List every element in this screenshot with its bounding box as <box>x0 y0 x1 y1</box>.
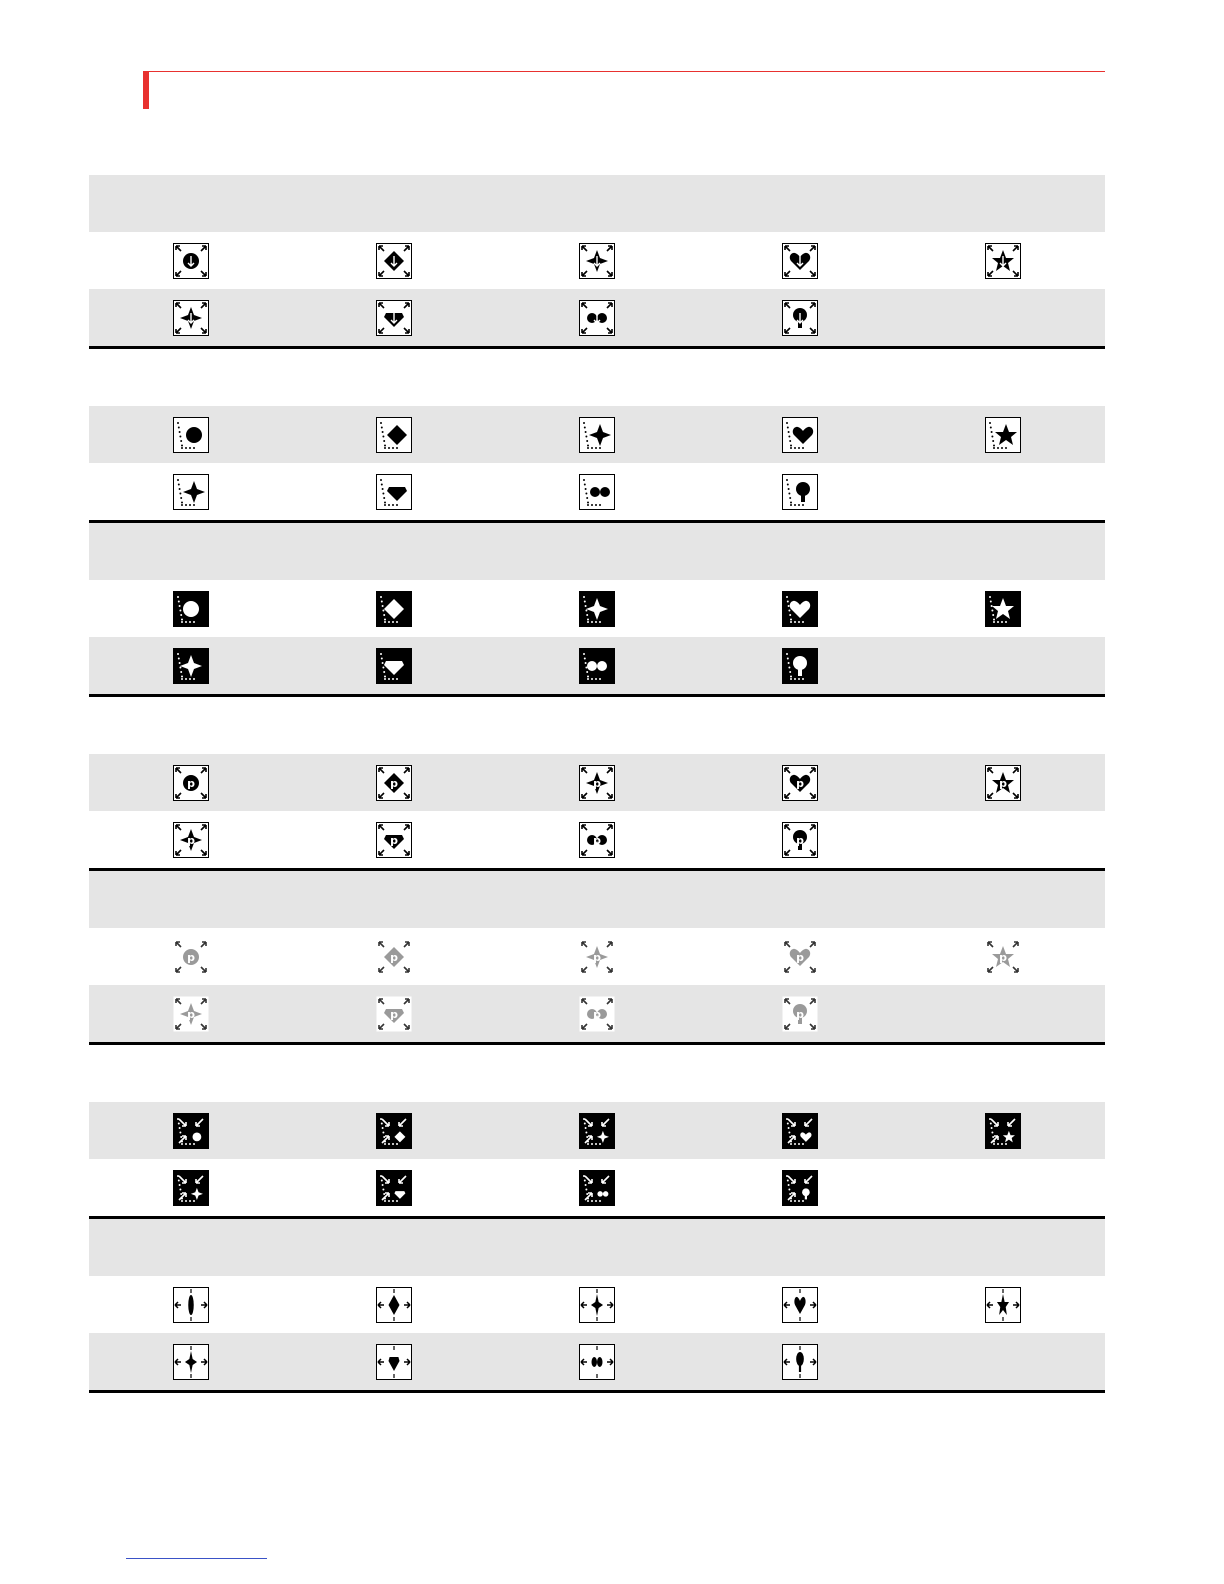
icon-row <box>89 289 1105 346</box>
icon-row <box>89 232 1105 289</box>
circle-p-expand-icon <box>173 765 209 801</box>
icon-cell <box>89 1102 292 1159</box>
icon-cell <box>89 928 292 985</box>
icon-cell <box>699 1102 902 1159</box>
icon-cell <box>699 580 902 637</box>
icon-cell <box>292 1102 495 1159</box>
svg-text:p: p <box>796 1007 805 1021</box>
star4-expand-icon <box>173 300 209 336</box>
icon-cell <box>292 289 495 346</box>
star4-collapse-icon <box>579 1113 615 1149</box>
icon-cell <box>902 580 1105 637</box>
svg-text:p: p <box>389 776 398 790</box>
circle-p-fade-icon <box>173 939 209 975</box>
icon-cell <box>495 289 698 346</box>
icon-cell <box>699 289 902 346</box>
bulb-collapse-icon <box>782 1170 818 1206</box>
group-header-row <box>89 1045 1105 1102</box>
group-header-row <box>89 871 1105 928</box>
double-circle-dotted-trail-icon <box>579 474 615 510</box>
svg-text:p: p <box>796 950 805 964</box>
svg-text:p: p <box>999 950 1008 964</box>
icon-cell <box>902 1276 1105 1333</box>
icon-row <box>89 406 1105 463</box>
icon-cell <box>89 1159 292 1216</box>
star5-horizontal-stretch-icon <box>985 1287 1021 1323</box>
svg-text:p: p <box>186 776 195 790</box>
icon-row <box>89 637 1105 694</box>
bulb-p-expand-icon <box>782 822 818 858</box>
star5-inverse-dotted-icon <box>985 591 1021 627</box>
svg-text:p: p <box>593 950 601 964</box>
bulb-horizontal-stretch-icon <box>782 1344 818 1380</box>
icon-row <box>89 463 1105 520</box>
diamond-p-fade-icon <box>376 939 412 975</box>
group-header-row <box>89 175 1105 232</box>
svg-text:p: p <box>796 776 805 790</box>
icon-row <box>89 1333 1105 1390</box>
diamond-p-expand-icon <box>376 765 412 801</box>
icon-cell <box>495 463 698 520</box>
svg-text:p: p <box>186 1007 195 1021</box>
icon-cell <box>699 1159 902 1216</box>
icon-cell <box>699 463 902 520</box>
star4b-p-expand-icon <box>173 822 209 858</box>
heart-horizontal-stretch-icon <box>782 1287 818 1323</box>
star4-inverse-dotted-icon <box>579 591 615 627</box>
icon-cell <box>699 406 902 463</box>
icon-row <box>89 580 1105 637</box>
icon-cell <box>902 985 1105 1042</box>
icon-group <box>89 1219 1105 1393</box>
group-header-row <box>89 523 1105 580</box>
svg-text:p: p <box>186 950 195 964</box>
heart-collapse-icon <box>782 1113 818 1149</box>
icon-cell <box>89 1333 292 1390</box>
icon-cell <box>902 406 1105 463</box>
icon-group <box>89 1045 1105 1219</box>
star4b-p-fade-icon <box>173 996 209 1032</box>
icon-cell <box>699 985 902 1042</box>
double-circle-down-icon <box>579 300 615 336</box>
icon-cell <box>495 1276 698 1333</box>
icon-cell <box>89 985 292 1042</box>
icon-cell <box>902 754 1105 811</box>
icon-cell <box>902 811 1105 868</box>
icon-cell <box>292 1276 495 1333</box>
icon-cell <box>699 1276 902 1333</box>
icon-cell <box>292 637 495 694</box>
header-rule <box>143 71 1105 72</box>
icon-cell <box>89 406 292 463</box>
star5-p-expand-icon <box>985 765 1021 801</box>
icon-cell <box>902 1102 1105 1159</box>
double-circle-p-expand-icon <box>579 822 615 858</box>
icon-cell <box>292 463 495 520</box>
star4b-horizontal-stretch-icon <box>173 1344 209 1380</box>
icon-cell <box>292 406 495 463</box>
icon-cell <box>495 928 698 985</box>
svg-text:p: p <box>389 1007 398 1021</box>
icon-cell <box>292 1333 495 1390</box>
icon-cell <box>292 754 495 811</box>
icon-cell <box>699 754 902 811</box>
gem-down-arrow-icon <box>376 300 412 336</box>
icon-cell <box>495 580 698 637</box>
star4-down-arrow-icon <box>579 243 615 279</box>
double-circle-inverse-dotted-icon <box>579 648 615 684</box>
star4-horizontal-stretch-icon <box>579 1287 615 1323</box>
diamond-dotted-trail-icon <box>376 417 412 453</box>
icon-cell <box>89 1276 292 1333</box>
icon-cell <box>902 1159 1105 1216</box>
circle-down-arrow-icon <box>173 243 209 279</box>
star5-p-fade-icon <box>985 939 1021 975</box>
star5-collapse-icon <box>985 1113 1021 1149</box>
icon-cell <box>292 1159 495 1216</box>
gem-inverse-dotted-icon <box>376 648 412 684</box>
icon-cell <box>699 232 902 289</box>
icon-group <box>89 349 1105 523</box>
diamond-inverse-dotted-icon <box>376 591 412 627</box>
gem-p-fade-icon <box>376 996 412 1032</box>
diamond-horizontal-stretch-icon <box>376 1287 412 1323</box>
circle-collapse-icon <box>173 1113 209 1149</box>
group-header-row <box>89 1219 1105 1276</box>
icon-cell <box>495 985 698 1042</box>
double-oval-horizontal-stretch-icon <box>579 1344 615 1380</box>
diamond-collapse-icon <box>376 1113 412 1149</box>
icon-cell <box>89 232 292 289</box>
svg-text:p: p <box>389 833 398 847</box>
icon-cell <box>699 1333 902 1390</box>
heart-down-arrow-icon <box>782 243 818 279</box>
icon-row <box>89 928 1105 985</box>
icon-cell <box>902 232 1105 289</box>
gem-horizontal-stretch-icon <box>376 1344 412 1380</box>
icon-cell <box>292 580 495 637</box>
icon-cell <box>495 811 698 868</box>
star4-dotted-trail-icon <box>579 417 615 453</box>
icon-cell <box>89 289 292 346</box>
icon-cell <box>902 928 1105 985</box>
oval-horizontal-stretch-icon <box>173 1287 209 1323</box>
icon-cell <box>292 232 495 289</box>
heart-p-expand-icon <box>782 765 818 801</box>
icon-cell <box>902 463 1105 520</box>
icon-group <box>89 175 1105 349</box>
star4b-dotted-trail-icon <box>173 474 209 510</box>
icon-cell <box>902 1333 1105 1390</box>
svg-text:p: p <box>999 776 1008 790</box>
star4-p-expand-icon <box>579 765 615 801</box>
icon-cell <box>495 1333 698 1390</box>
icon-cell <box>89 637 292 694</box>
gem-collapse-icon <box>376 1170 412 1206</box>
svg-text:p: p <box>186 833 195 847</box>
icon-cell <box>699 811 902 868</box>
icon-cell <box>699 928 902 985</box>
icon-row <box>89 811 1105 868</box>
star4-p-fade-icon <box>579 939 615 975</box>
icon-tables <box>89 175 1105 1393</box>
circle-inverse-dotted-icon <box>173 591 209 627</box>
bulb-down-arrow-icon <box>782 300 818 336</box>
icon-cell <box>902 637 1105 694</box>
icon-cell <box>89 811 292 868</box>
icon-cell <box>292 985 495 1042</box>
icon-cell <box>495 232 698 289</box>
star5-outline-icon <box>985 243 1021 279</box>
icon-row <box>89 985 1105 1042</box>
bulb-p-fade-icon <box>782 996 818 1032</box>
star5-dotted-trail-icon <box>985 417 1021 453</box>
footer-link-underline[interactable] <box>126 1558 267 1559</box>
icon-cell <box>292 811 495 868</box>
icon-cell <box>495 406 698 463</box>
icon-cell <box>495 1102 698 1159</box>
icon-cell <box>902 289 1105 346</box>
star4b-collapse-icon <box>173 1170 209 1206</box>
icon-group <box>89 523 1105 697</box>
circle-dotted-trail-icon <box>173 417 209 453</box>
group-header-row <box>89 697 1105 754</box>
icon-cell <box>89 463 292 520</box>
icon-cell <box>89 754 292 811</box>
gem-p-expand-icon <box>376 822 412 858</box>
bulb-dotted-trail-icon <box>782 474 818 510</box>
icon-cell <box>495 637 698 694</box>
icon-row <box>89 1159 1105 1216</box>
svg-text:p: p <box>593 833 601 847</box>
heart-inverse-dotted-icon <box>782 591 818 627</box>
icon-row <box>89 754 1105 811</box>
icon-cell <box>89 580 292 637</box>
icon-cell <box>699 637 902 694</box>
heart-p-fade-icon <box>782 939 818 975</box>
diamond-down-arrow-icon <box>376 243 412 279</box>
icon-cell <box>292 928 495 985</box>
double-circle-collapse-icon <box>579 1170 615 1206</box>
star4b-inverse-dotted-icon <box>173 648 209 684</box>
header-marker <box>143 71 149 109</box>
icon-cell <box>495 754 698 811</box>
icon-row <box>89 1102 1105 1159</box>
icon-group <box>89 871 1105 1045</box>
svg-text:p: p <box>389 950 398 964</box>
svg-text:p: p <box>593 776 601 790</box>
svg-text:p: p <box>593 1007 601 1021</box>
icon-cell <box>495 1159 698 1216</box>
heart-dotted-trail-icon <box>782 417 818 453</box>
icon-group <box>89 697 1105 871</box>
svg-text:p: p <box>796 833 805 847</box>
group-header-row <box>89 349 1105 406</box>
icon-row <box>89 1276 1105 1333</box>
gem-dotted-trail-icon <box>376 474 412 510</box>
bulb-inverse-dotted-icon <box>782 648 818 684</box>
double-circle-p-fade-icon <box>579 996 615 1032</box>
